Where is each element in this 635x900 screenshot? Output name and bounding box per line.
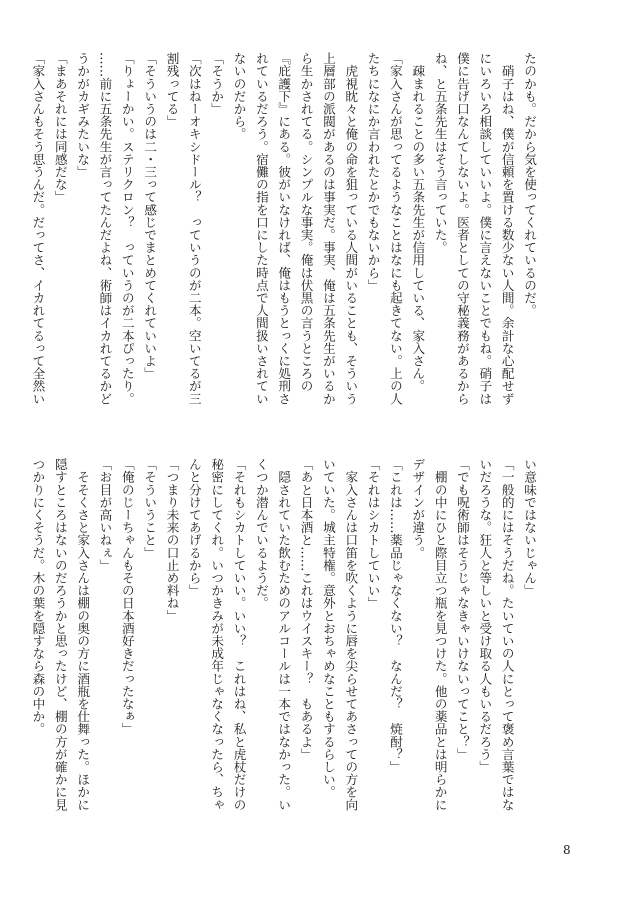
- text-line: 「でも呪術師はそうじゃなきゃいけないってこと？」: [454, 458, 470, 761]
- text-line: 「あと日本酒と……これはウイスキー？ もあるよ」: [298, 458, 314, 761]
- text-line: 硝子はね、僕が信頼を置ける数少ない人間。余計な心配せず: [499, 52, 515, 405]
- text-line: 「そういうのは二・三って感じでまとめてくれていいよ」: [142, 52, 158, 380]
- text-line: デザインが違う。: [410, 458, 426, 559]
- text-line: いていた。城主特権。意外とおちゃめなこともするらしい。: [320, 458, 336, 799]
- text-line: 上層部の派閥があるのは事実だ。事実、俺は五条先生がいるか: [320, 52, 336, 405]
- text-line: 「お目が高いねぇ」: [97, 458, 113, 572]
- text-line: 「そうか」: [209, 52, 225, 115]
- text-line: 家入さんは口笛を吹くように唇を尖らせてあさっての方を向: [343, 458, 359, 811]
- text-block-bottom: [26, 458, 540, 828]
- text-line: 僕に告げ口なんてしないよ。医者としての守秘義務があるから: [454, 52, 470, 405]
- text-line: ないのだから。: [231, 52, 247, 141]
- text-line: んと分けてあげるから」: [186, 458, 202, 597]
- text-line: 棚の中にひと際目立つ瓶を見つけた。他の薬品とは明らかに: [432, 458, 448, 811]
- text-line: 秘密にしてくれ。いつかきみが未成年じゃなくなったら、ちゃ: [209, 458, 225, 811]
- text-line: 「家入さんもそう思うんだ。だってさ、イカれてるって全然い: [30, 52, 46, 405]
- text-line: ら生かされてる。シンプルな事実。俺は伏黒の言うところの: [298, 52, 314, 393]
- text-line: 「これは……薬品じゃなくない？ なんだ？ 焼酎？」: [387, 458, 403, 773]
- text-line: 隠すところはないのだろうかと思ったけど、棚の方が確かに見: [52, 458, 68, 811]
- text-line: いだろうな。狂人と等しいと受け取る人もいるだろう」: [477, 458, 493, 773]
- text-line: 割残ってる」: [164, 52, 180, 128]
- text-line: にいろいろ相談していいよ。僕に言えないことでもね。硝子は: [477, 52, 493, 405]
- text-line: 「つまり未来の口止め料ね」: [164, 458, 180, 622]
- text-line: そそくさと家入さんは棚の奥の方に酒瓶を仕舞った。ほかに: [75, 458, 91, 811]
- text-line: 「りょーかい。ステリクロン？ っていうのが二本ぴったり。: [119, 52, 135, 405]
- text-block-top: [26, 52, 540, 422]
- page-number: 8: [563, 843, 571, 857]
- text-line: 疎まれることの多い五条先生が信用している、家入さん。: [410, 52, 426, 393]
- text-line: 「それはシカトしていい」: [365, 458, 381, 610]
- text-line: 「それもシカトしていい。いい？ これはね、私と虎杖だけの: [231, 458, 247, 811]
- text-line: 「そういうこと」: [142, 458, 158, 559]
- text-line: 隠されていた飲むためのアルコールは一本ではなかった。い: [276, 458, 292, 811]
- text-line: 「家入さんが思ってるようなことはなにも起きてない。上の人: [387, 52, 403, 405]
- text-line: い意味ではないじゃん」: [522, 458, 537, 597]
- text-line: たのかも。だから気を使ってくれているのだ。: [522, 52, 537, 317]
- text-line: 虎視眈々と俺の命を狙っている人間がいることも、そういう: [343, 52, 359, 405]
- text-line: ね、と五条先生はそう言っていた。: [432, 52, 448, 254]
- text-line: ……前に五条先生が言ってたんだよね、術師はイカれてるかど: [97, 52, 113, 405]
- text-line: 「次はねーオキシドール？ っていうのが二本。空いてるが三: [186, 52, 202, 405]
- text-line: 「まあそれには同感だな」: [52, 52, 68, 204]
- text-line: れているだろう。宿儺の指を口にした時点で人間扱いされてい: [253, 52, 269, 405]
- text-line: つかりにくそうだ。木の葉を隠すなら森の中か。: [30, 458, 46, 736]
- text-line: たちになにか言われたとかでもないから」: [365, 52, 381, 292]
- text-line: 『庇護下』にある。彼がいなければ、俺はもうとっくに処刑さ: [276, 52, 292, 405]
- text-line: くつか潜んでいるようだ。: [253, 458, 269, 610]
- text-line: 「一般的にはそうだね。たいていの人にとって褒め言葉ではな: [499, 458, 515, 811]
- text-line: うかがカギみたいな」: [75, 52, 91, 178]
- text-line: 「俺のじーちゃんもその日本酒好きだったなぁ」: [119, 458, 135, 736]
